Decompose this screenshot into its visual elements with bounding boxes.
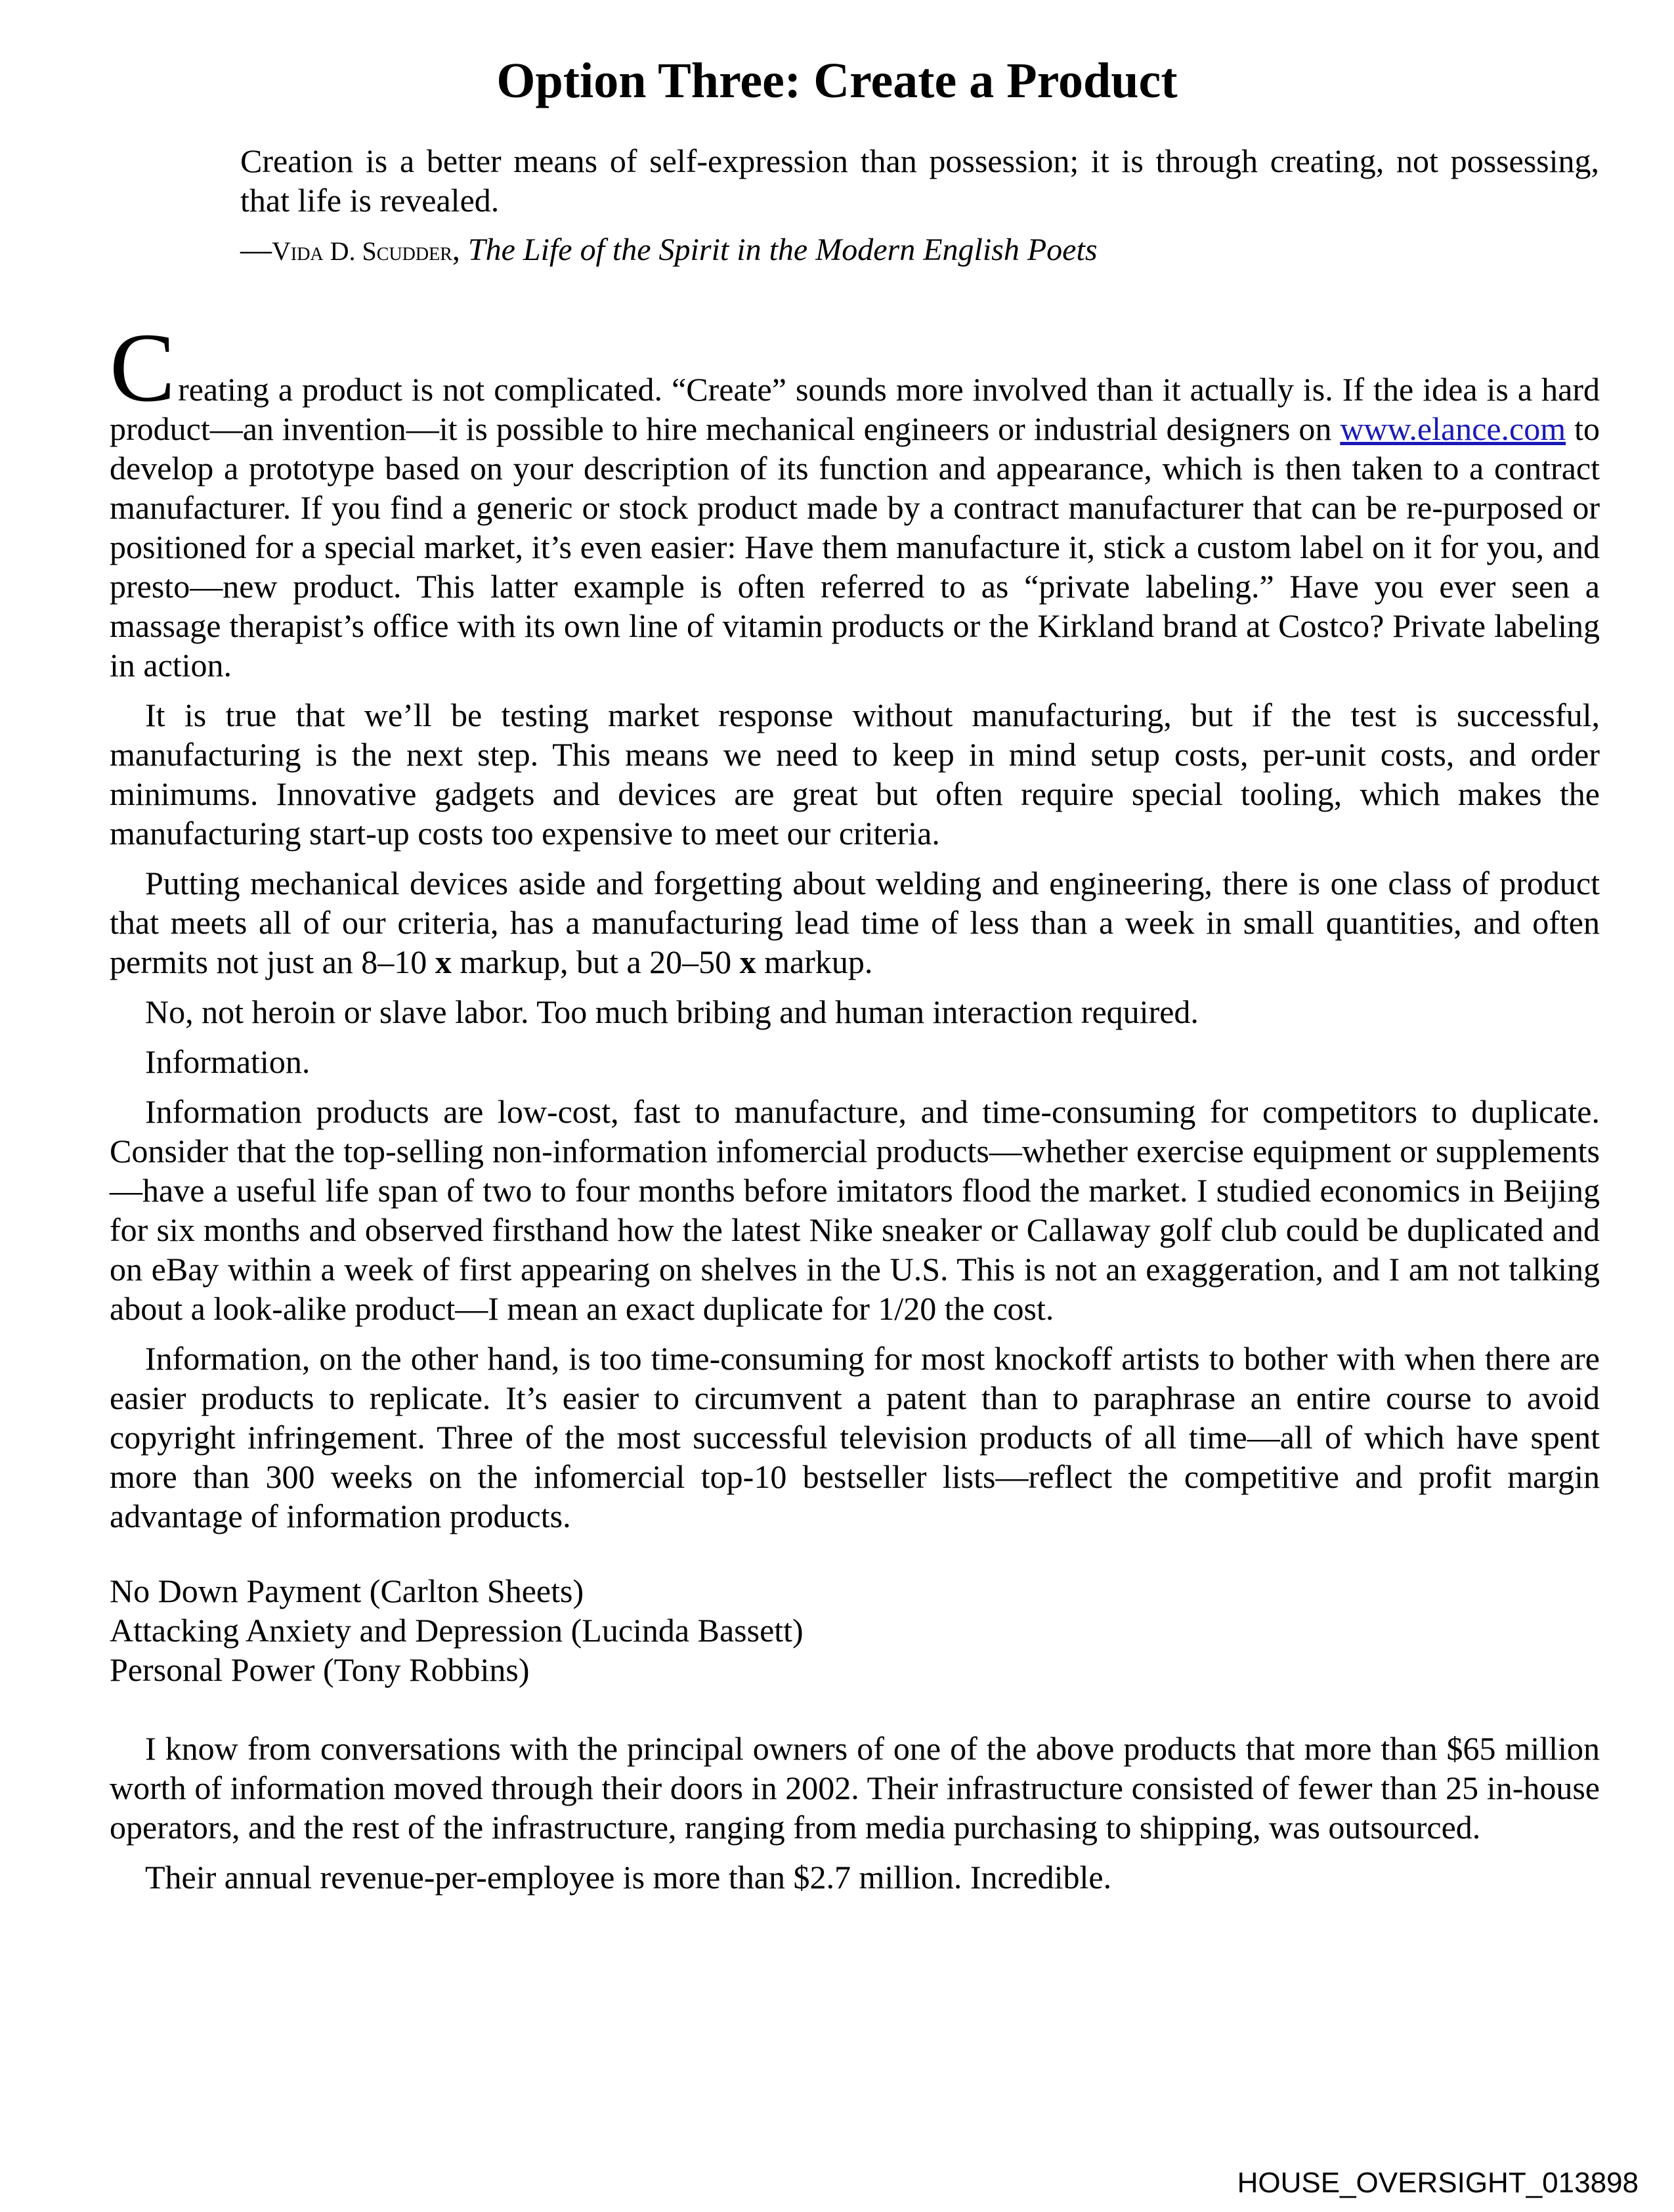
product-list-item: Personal Power (Tony Robbins) (110, 1651, 530, 1688)
page-title: Option Three: Create a Product (496, 53, 1178, 108)
attribution-separator: , (452, 232, 468, 267)
attribution-author: Vida D. Scudder (272, 236, 452, 266)
paragraph-manufacturing: It is true that we’ll be testing market response without manufacturing, but if the test is successful, manufacturing is the next step. This means we need to keep in mind setup costs, per-unit costs, and order minimums. Innovative gadgets and devices are great but often require special tooling, which makes the manufacturing start-up costs too expensive to meet our criteria. (110, 697, 1600, 852)
drop-cap: C (110, 313, 176, 422)
paragraph-revenue-per-employee: Their annual revenue-per-employee is more than $2.7 million. Incredible. (145, 1859, 1112, 1896)
body-text (110, 313, 1600, 1907)
epigraph-quote: Creation is a better means of self-expression than possession; it is through creating, not possessing, that life is revealed. (240, 142, 1599, 219)
paragraph-not-heroin: No, not heroin or slave labor. Too much bribing and human interaction required. (145, 993, 1199, 1030)
paragraph-information: Information. (145, 1043, 311, 1080)
markup-multiplier-1: x (435, 943, 452, 980)
product-list-item: Attacking Anxiety and Depression (Lucinda Bassett) (110, 1612, 804, 1649)
bates-stamp: HOUSE_OVERSIGHT_013898 (1237, 2167, 1639, 2199)
paragraph-principal-owners: I know from conversations with the principal owners of one of the above products that more than $65 million worth of information moved through their doors in 2002. Their infrastructure consisted of fewer than 25 in-house operators, and the rest of the infrastructure, ranging from media purchasing to shipping, was outsourced. (110, 1730, 1600, 1846)
attribution-dash: — (240, 232, 272, 267)
paragraph-information-products: Information products are low-cost, fast to manufacture, and time-consuming for competitors to duplicate. Consider that the top-selling non-information infomercial products—whether exercise equipment or supplements—have a useful life span of two to four months before imitators flood the market. I studied economics in Beijing for six months and observed firsthand how the latest Nike sneaker or Callaway golf club could be duplicated and on eBay within a week of first appearing on shelves in the U.S. This is not an exaggeration, and I am not talking about a look-alike product—I mean an exact duplicate for 1/20 the cost. (110, 1093, 1600, 1327)
product-list (110, 1571, 1600, 1689)
product-list-item: No Down Payment (Carlton Sheets) (110, 1572, 584, 1609)
epigraph (240, 141, 1599, 271)
markup-text-before: Putting mechanical devices aside and forgetting about welding and engineering, there is one class of product that meets all of our criteria, has a manufacturing lead time of less than a week in small quantities, and often permits not just an 8–10 (110, 865, 1600, 980)
epigraph-attribution (240, 230, 1599, 271)
elance-link[interactable]: www.elance.com (1340, 410, 1566, 447)
intro-text-start: reating a product is not complicated. “Create” sounds more involved than it actually is. If the idea is a hard product—an invention—it is possible to hire mechanical engineers or industrial designers on (110, 371, 1600, 447)
paragraph-information-other-hand: Information, on the other hand, is too time-consuming for most knockoff artists to bother with when there are easier products to replicate. It’s easier to circumvent a patent than to paraphrase an entire course to avoid copyright infringement. Three of the most successful television products of all time—all of which have spent more than 300 weeks on the infomercial top-10 bestseller lists—reflect the competitive and profit margin advantage of information products. (110, 1340, 1600, 1534)
markup-text-after: markup. (756, 943, 873, 980)
intro-paragraph (110, 313, 1600, 685)
intro-text-end: to develop a prototype based on your description of its function and appearance, which is then taken to a contract manufacturer. If you find a generic or stock product made by a contract manufacturer that can be re-purposed or positioned for a special market, it’s even easier: Have them manufacture it, stick a custom label on it for you, and presto—new product. This latter example is often referred to as “private labeling.” Have you ever seen a massage therapist’s office with its own line of vitamin products or the Kirkland brand at Costco? Private labeling in action. (110, 410, 1600, 683)
markup-text-middle: markup, but a 20–50 (451, 943, 740, 980)
paragraph-markup (110, 863, 1600, 982)
attribution-work-title: The Life of the Spirit in the Modern English Poets (467, 232, 1098, 267)
markup-multiplier-2: x (739, 943, 756, 980)
